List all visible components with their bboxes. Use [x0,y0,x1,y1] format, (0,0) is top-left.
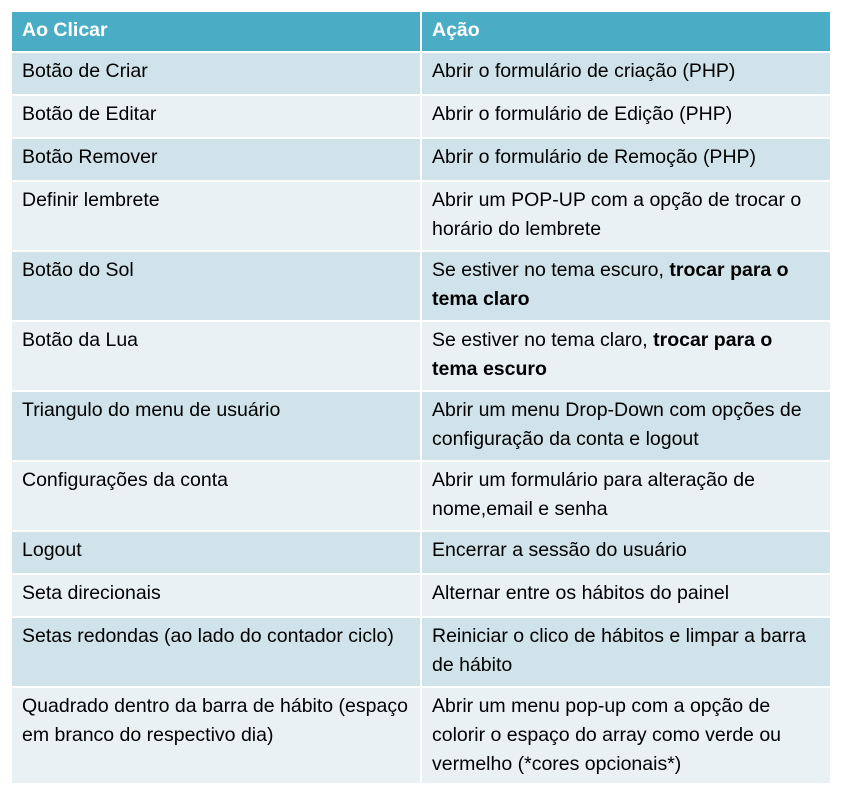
trigger-cell: Setas redondas (ao lado do contador ciclo) [12,617,421,687]
trigger-cell: Botão Remover [12,138,421,181]
action-cell: Abrir um menu Drop-Down com opções de configuração da conta e logout [421,391,830,461]
table-row [12,52,830,95]
action-cell: Abrir um formulário para alteração de nome,email e senha [421,461,830,531]
trigger-cell: Botão de Criar [12,52,421,95]
table-row [12,321,830,391]
table-header-row [12,12,830,52]
table-row [12,574,830,617]
table-row [12,138,830,181]
action-cell: Reiniciar o clico de hábitos e limpar a barra de hábito [421,617,830,687]
trigger-cell: Seta direcionais [12,574,421,617]
trigger-cell: Definir lembrete [12,181,421,251]
action-cell: Abrir um menu pop-up com a opção de colorir o espaço do array como verde ou vermelho (*cores opcionais*) [421,687,830,784]
header-ao-clicar: Ao Clicar [12,12,421,52]
action-cell: Se estiver no tema escuro, trocar para o tema claro [421,251,830,321]
action-cell: Encerrar a sessão do usuário [421,531,830,574]
trigger-cell: Triangulo do menu de usuário [12,391,421,461]
trigger-cell: Quadrado dentro da barra de hábito (espaço em branco do respectivo dia) [12,687,421,784]
trigger-cell: Botão de Editar [12,95,421,138]
table-row [12,95,830,138]
trigger-cell: Botão da Lua [12,321,421,391]
table-row [12,687,830,784]
action-cell: Abrir um POP-UP com a opção de trocar o horário do lembrete [421,181,830,251]
action-cell: Abrir o formulário de Edição (PHP) [421,95,830,138]
action-cell: Alternar entre os hábitos do painel [421,574,830,617]
table-row [12,617,830,687]
header-acao: Ação [421,12,830,52]
trigger-cell: Botão do Sol [12,251,421,321]
table-row [12,181,830,251]
table-row [12,391,830,461]
action-cell: Abrir o formulário de Remoção (PHP) [421,138,830,181]
table-row [12,251,830,321]
actions-table [12,12,830,785]
table-row [12,461,830,531]
action-cell: Abrir o formulário de criação (PHP) [421,52,830,95]
actions-table-container [12,12,830,785]
table-row [12,531,830,574]
action-cell: Se estiver no tema claro, trocar para o tema escuro [421,321,830,391]
trigger-cell: Configurações da conta [12,461,421,531]
trigger-cell: Logout [12,531,421,574]
